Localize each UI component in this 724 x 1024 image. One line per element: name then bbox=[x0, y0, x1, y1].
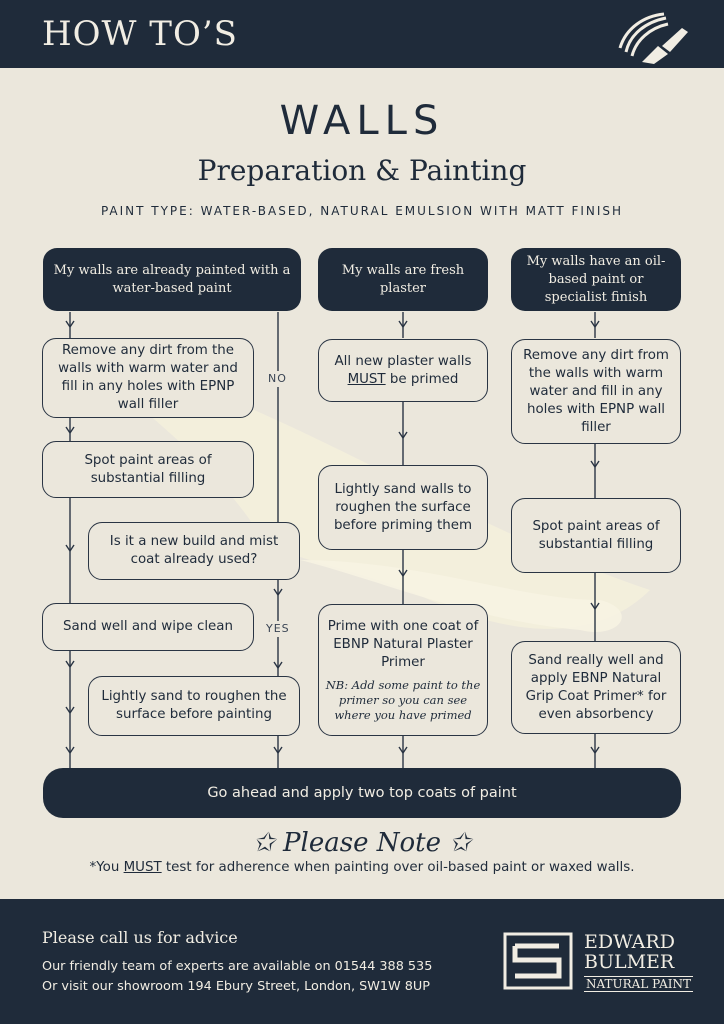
footer-phone-line: Our friendly team of experts are available on 01544 388 535 bbox=[42, 959, 433, 974]
col3-step-spot bbox=[511, 498, 681, 573]
note-must: MUST bbox=[123, 860, 162, 875]
logo-word-edward: EDWARD bbox=[584, 931, 675, 953]
col3-step-clean-text: Remove any dirt from the walls with warm water and fill in any holes with EPNP wall filler bbox=[523, 347, 669, 435]
footer-address-line: Or visit our showroom 194 Ebury Street, London, SW1W 8UP bbox=[42, 979, 430, 994]
col1-step-sand-text: Sand well and wipe clean bbox=[63, 619, 233, 634]
no-label: NO bbox=[268, 372, 287, 385]
col1-step-lightly-sand-text: Lightly sand to roughen the surface before painting bbox=[101, 689, 287, 722]
edward-bulmer-logo-icon bbox=[503, 932, 573, 990]
col2-step1-pre: All new plaster walls bbox=[334, 353, 472, 369]
col2-step-prime-required bbox=[318, 339, 488, 402]
col1-step-spot bbox=[42, 441, 254, 498]
col3-header bbox=[511, 248, 681, 311]
col1-step-clean bbox=[42, 338, 254, 418]
col3-step-clean bbox=[511, 339, 681, 444]
col1-step-clean-text: Remove any dirt from the walls with warm water and fill in any holes with EPNP wall filler bbox=[58, 343, 238, 412]
paint-type: PAINT TYPE: WATER-BASED, NATURAL EMULSION WITH MATT FINISH bbox=[100, 204, 624, 218]
page-subtitle: Preparation & Painting bbox=[197, 154, 527, 187]
final-step-text: Go ahead and apply two top coats of paint bbox=[207, 785, 517, 801]
col2-nb-note bbox=[325, 678, 481, 723]
header-title: HOW TO’S bbox=[42, 14, 238, 54]
col2-step-lightly-sand-text: Lightly sand walls to roughen the surface before priming them bbox=[333, 481, 473, 533]
col2-nb-text: Add some paint to the primer so you can see where you have primed bbox=[334, 677, 481, 722]
col2-step1-post: be primed bbox=[389, 371, 459, 387]
logo-word-natural-paint: NATURAL PAINT bbox=[586, 977, 691, 991]
note-post: test for adherence when painting over oil-based paint or waxed walls. bbox=[165, 860, 635, 875]
col3-header-text: My walls have an oil-based paint or specialist finish bbox=[526, 253, 666, 305]
col1-step-lightly-sand bbox=[88, 676, 300, 736]
col3-step-sand-primer-text: Sand really well and apply EBNP Natural Grip Coat Primer* for even absorbency bbox=[525, 652, 667, 722]
col1-step-spot-text: Spot paint areas of substantial filling bbox=[84, 452, 212, 486]
col2-step-prime-text: Prime with one coat of EBNP Natural Plaster Primer bbox=[327, 618, 479, 670]
col2-header bbox=[318, 248, 488, 311]
col1-header-text: My walls are already painted with a water-based paint bbox=[53, 262, 291, 296]
yes-label: YES bbox=[266, 622, 290, 635]
col2-header-text: My walls are fresh plaster bbox=[341, 262, 465, 296]
col2-step-prime-required-text bbox=[334, 353, 471, 389]
note-pre: *You bbox=[89, 860, 120, 875]
col1-step-sand bbox=[42, 603, 254, 651]
col2-step-lightly-sand bbox=[318, 465, 488, 550]
final-step bbox=[43, 768, 681, 818]
col3-step-sand-primer bbox=[511, 641, 681, 734]
please-note-text bbox=[0, 860, 724, 875]
col3-step-spot-text: Spot paint areas of substantial filling bbox=[532, 518, 660, 552]
col2-step-prime bbox=[318, 604, 488, 736]
please-note-title: ✩ Please Note ✩ bbox=[252, 828, 472, 858]
logo-word-bulmer: BULMER bbox=[584, 951, 675, 973]
col2-step1-must: MUST bbox=[347, 371, 386, 387]
footer-call: Please call us for advice bbox=[42, 928, 238, 947]
page-title: WALLS bbox=[279, 98, 445, 144]
col2-nb-label: NB: bbox=[325, 677, 349, 692]
col1-header bbox=[43, 248, 301, 311]
col1-question-text: Is it a new build and mist coat already used? bbox=[109, 534, 279, 567]
col1-question bbox=[88, 522, 300, 580]
